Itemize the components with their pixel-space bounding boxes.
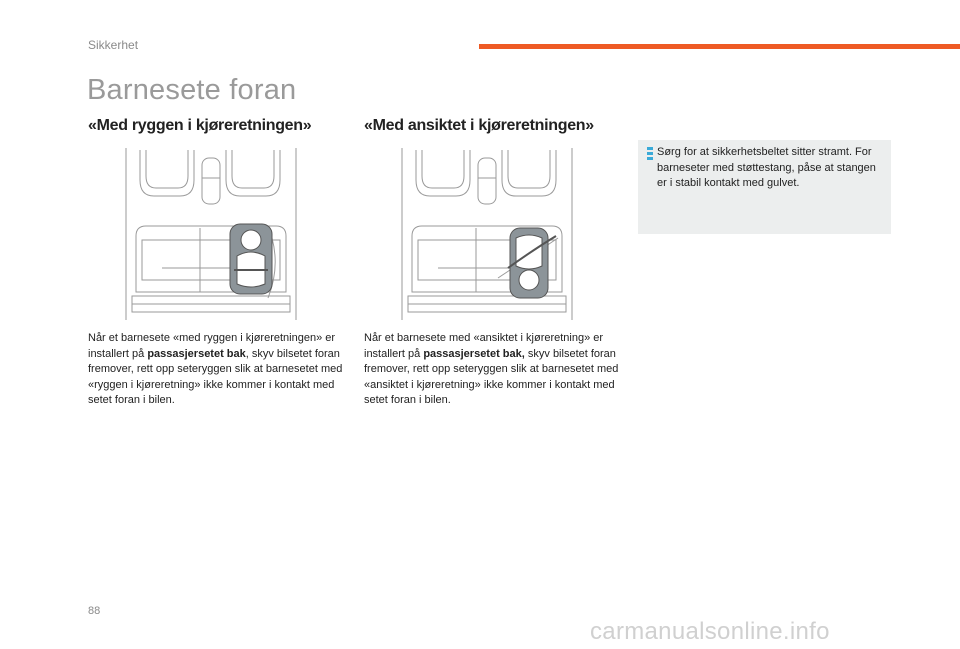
heading-rear-facing: «Med ryggen i kjøreretningen» xyxy=(88,117,312,134)
section-label: Sikkerhet xyxy=(88,38,139,52)
car-interior-forward-facing-seat-illustration xyxy=(398,148,576,320)
section-accent-bar xyxy=(479,44,960,49)
heading-forward-facing: «Med ansiktet i kjøreretningen» xyxy=(364,117,594,134)
page-title: Barnesete foran xyxy=(87,74,297,106)
page-number: 88 xyxy=(88,605,101,617)
paragraph-forward-facing: Når et barnesete med «ansiktet i kjøreretning» er installert på passasjersetet bak, skyv bilsetet foran fremover, rett opp seteryggen slik at barnesetet med «ansiktet i kjøreretning» ikke kommer i kontakt med setet foran i bilen. xyxy=(364,332,619,406)
car-interior-rear-facing-seat-illustration xyxy=(122,148,300,320)
note-text: Sørg for at sikkerhetsbeltet sitter stramt. For barneseter med støttestang, påse at stangen er i stabil kontakt med gulvet. xyxy=(657,146,876,189)
info-marker-icon xyxy=(647,147,653,162)
watermark: carmanualsonline.info xyxy=(590,618,830,645)
paragraph-rear-facing: Når et barnesete «med ryggen i kjøreretningen» er installert på passasjersetet bak, skyv bilsetet foran fremover, rett opp seteryggen slik at barnesetet med «ryggen i kjøreretning» ikke kommer i kontakt med setet foran i bilen. xyxy=(88,332,343,406)
